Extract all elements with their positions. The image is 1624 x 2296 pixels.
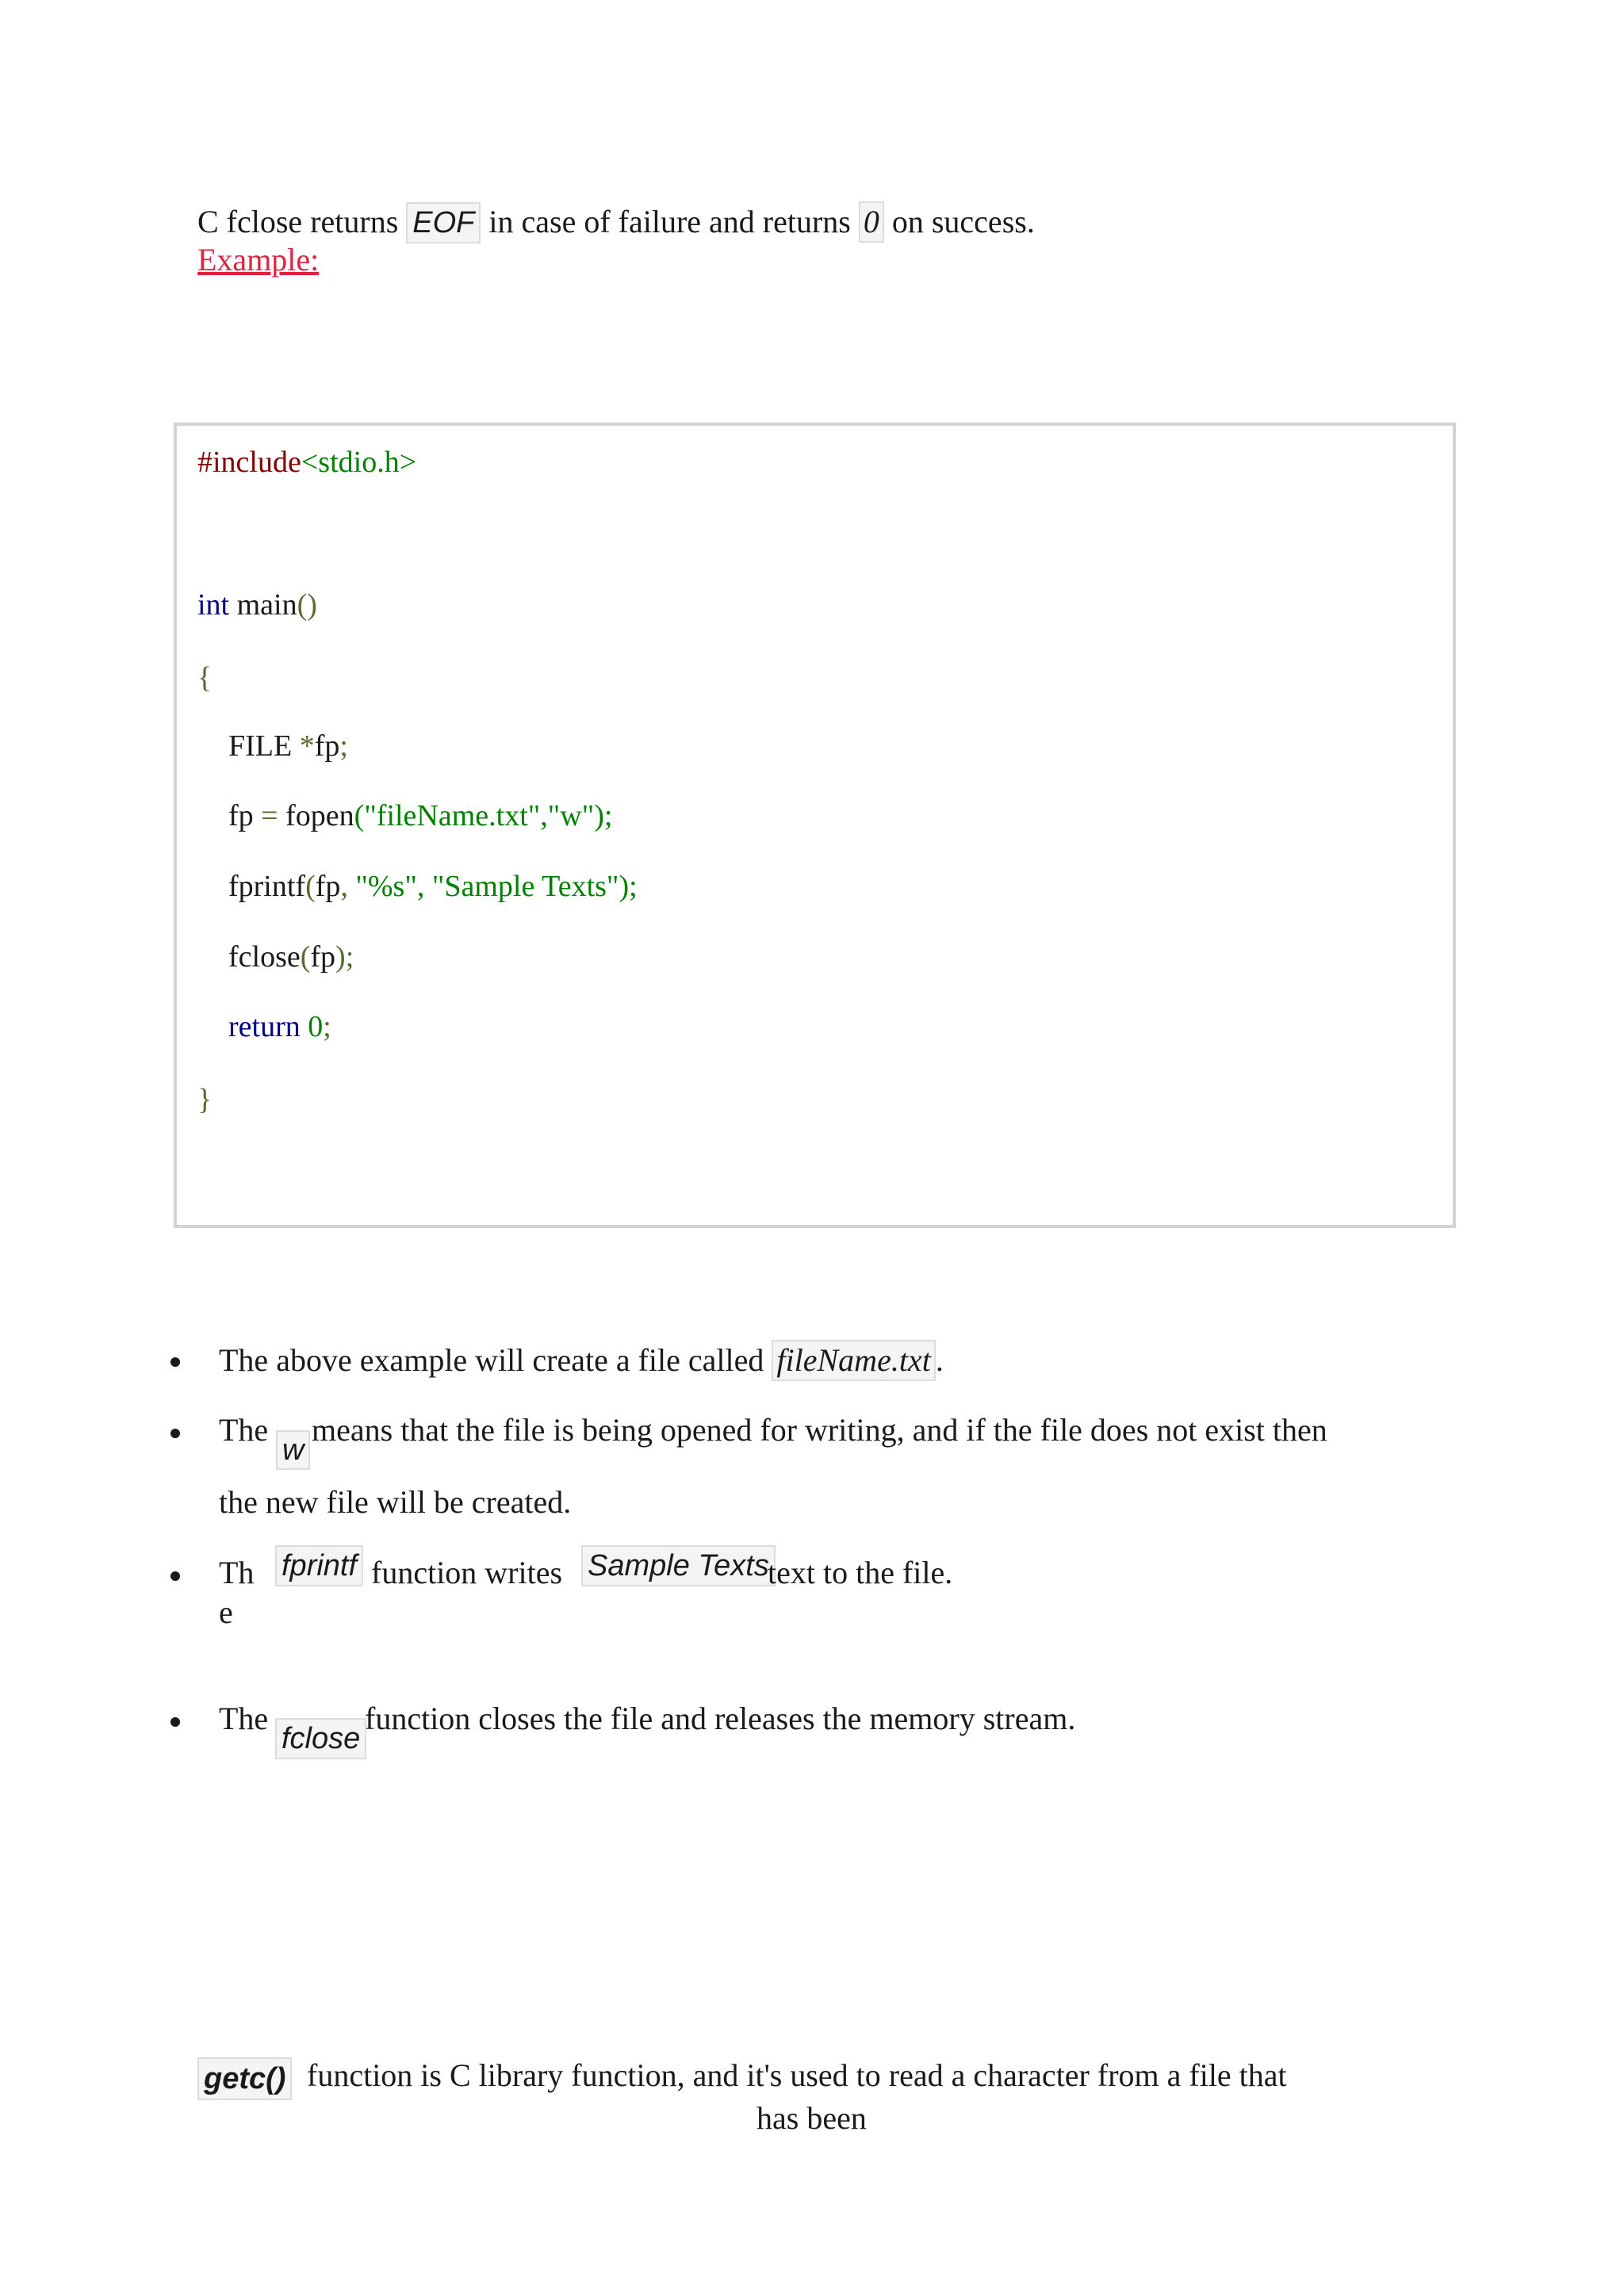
code-int-keyword: int	[197, 588, 230, 622]
code-include-directive: #include	[197, 446, 301, 479]
intro-line	[197, 201, 1035, 243]
bullet-1-text: The above example will create a file called	[219, 1342, 764, 1378]
code-main-name: main	[229, 588, 297, 622]
bullet-3-chip-wrap	[275, 1545, 363, 1586]
bullet-3-chip2-wrap	[581, 1545, 776, 1586]
bullet-1-period: .	[935, 1342, 944, 1378]
code-equals: =	[261, 799, 278, 832]
getc-chip-wrap	[197, 2057, 292, 2100]
bullet-1	[219, 1340, 944, 1381]
bullet-dot	[170, 1717, 180, 1727]
getc-line-2: has been	[756, 2100, 867, 2136]
bullet-3-th: Th	[219, 1555, 255, 1590]
code-line-main	[197, 587, 317, 623]
code-line-fprintf	[228, 868, 638, 905]
code-file-type: FILE	[228, 729, 300, 763]
code-fopen-args: ("fileName.txt","w");	[354, 799, 613, 832]
code-close-brace: }	[197, 1083, 213, 1116]
code-main-parens: ()	[297, 588, 317, 622]
bullet-dot	[170, 1571, 180, 1581]
filename-code-chip: fileName.txt	[772, 1340, 935, 1381]
getc-code-chip: getc()	[197, 2057, 292, 2100]
example-link[interactable]: Example:	[197, 242, 320, 277]
code-star: *	[299, 729, 315, 763]
bullet-4-the: The	[219, 1701, 269, 1736]
bullet-dot	[170, 1357, 180, 1367]
zero-code-chip: 0	[859, 201, 884, 243]
w-code-chip: w	[276, 1430, 310, 1470]
code-return-semicolon: ;	[323, 1010, 331, 1043]
code-fclose-fp: fp	[310, 940, 336, 974]
code-fclose-close: );	[335, 940, 354, 974]
code-line-fopen	[228, 798, 612, 834]
fprintf-code-chip: fprintf	[275, 1545, 363, 1586]
code-fp-var: fp	[314, 729, 340, 763]
code-fprintf-fp: fp	[315, 870, 341, 903]
code-fprintf-paren: (	[305, 870, 316, 903]
code-open-brace: {	[197, 661, 213, 695]
bullet-3-e: e	[219, 1594, 233, 1630]
intro-text-3: on success.	[891, 204, 1035, 239]
code-line-return	[228, 1008, 331, 1045]
intro-text-2: in case of failure and returns	[488, 204, 851, 239]
code-include-header: <stdio.h>	[301, 446, 417, 479]
code-semicolon: ;	[339, 729, 348, 763]
code-return-value: 0	[300, 1010, 324, 1043]
bullet-2-line2: the new file will be created.	[219, 1484, 572, 1520]
code-fclose-name: fclose	[228, 940, 301, 974]
bullet-3-end: text to the file.	[768, 1555, 953, 1590]
getc-line-1: function is C library function, and it's used to read a character from a file that	[307, 2057, 1287, 2093]
eof-code-chip: EOF	[406, 202, 481, 243]
sample-texts-code-chip: Sample Texts	[581, 1545, 776, 1586]
bullet-2-the: The	[219, 1412, 269, 1448]
bullet-4-rest: function closes the file and releases the memory stream.	[365, 1701, 1076, 1736]
bullet-3-mid: function writes	[371, 1555, 563, 1590]
code-fprintf-name: fprintf	[228, 870, 306, 903]
code-fopen-call: fopen	[278, 799, 354, 832]
fclose-code-chip: fclose	[275, 1718, 366, 1759]
code-fopen-lhs: fp	[228, 799, 262, 832]
code-line-file-decl	[228, 728, 348, 764]
code-line-fclose	[228, 939, 354, 975]
bullet-2-chip-wrap	[276, 1430, 310, 1470]
code-fclose-open: (	[300, 940, 311, 974]
bullet-2-rest: means that the file is being opened for writing, and if the file does not exist then	[312, 1412, 1327, 1448]
bullet-dot	[170, 1429, 180, 1438]
bullet-4-chip-wrap	[275, 1718, 366, 1759]
code-return-keyword: return	[228, 1010, 301, 1043]
intro-text-1: C fclose returns	[197, 204, 399, 239]
code-line-include	[197, 444, 416, 480]
code-fprintf-args: "%s", "Sample Texts");	[355, 870, 638, 903]
code-fprintf-comma: ,	[340, 870, 356, 903]
